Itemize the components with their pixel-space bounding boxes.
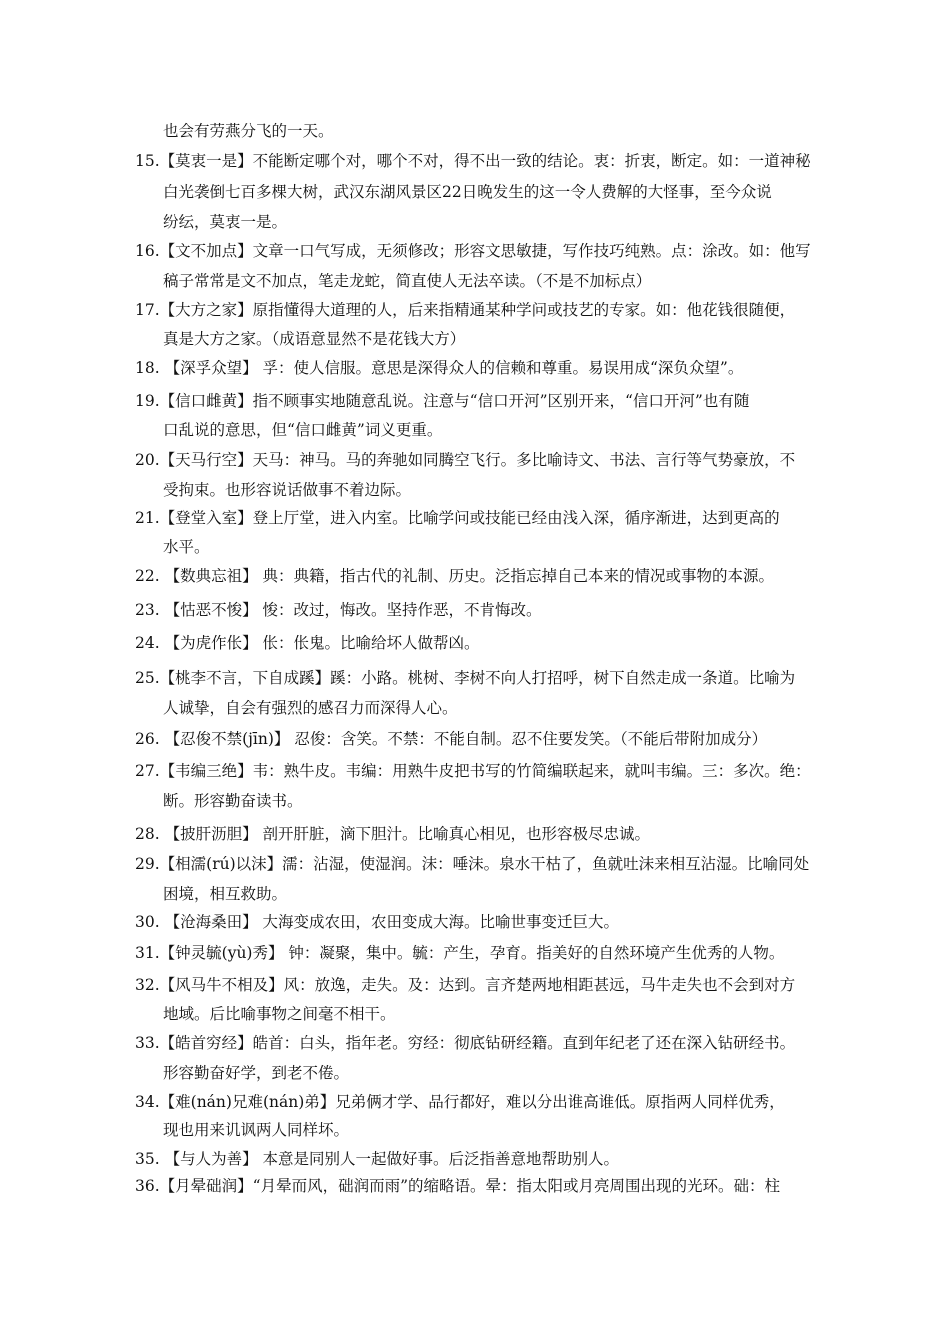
text-line: 28. 【披肝沥胆】 剖开肝脏，滴下胆汁。比喻真心相见，也形容极尽忠诚。 xyxy=(135,825,651,843)
text-line: 真是大方之家。（成语意显然不是花钱大方） xyxy=(163,330,466,348)
text-line: 水平。 xyxy=(163,538,210,556)
text-line: 16.【文不加点】文章一口气写成，无须修改；形容文思敏捷，写作技巧纯熟。点：涂改。如：他写 xyxy=(135,242,811,260)
text-line: 也会有劳燕分飞的一天。 xyxy=(163,122,334,140)
text-line: 23. 【怙恶不悛】 悛：改过，悔改。坚持作恶，不肯悔改。 xyxy=(135,601,542,619)
text-line: 受拘束。也形容说话做事不着边际。 xyxy=(163,481,412,499)
text-line: 30. 【沧海桑田】 大海变成农田，农田变成大海。比喻世事变迁巨大。 xyxy=(135,913,620,931)
text-line: 20.【天马行空】天马：神马。马的奔驰如同腾空飞行。多比喻诗文、书法、言行等气势豪放，不 xyxy=(135,451,796,469)
text-line: 34.【难(nán)兄难(nán)弟】兄弟俩才学、品行都好，难以分出谁高谁低。原指两人同样优秀， xyxy=(135,1093,785,1111)
text-line: 27.【韦编三绝】韦：熟牛皮。韦编：用熟牛皮把书写的竹简编联起来，就叫韦编。三：多次。绝： xyxy=(135,762,811,780)
text-line: 白光袭倒七百多棵大树，武汉东湖风景区22日晚发生的这一令人费解的大怪事，至今众说 xyxy=(163,183,772,201)
text-line: 15.【莫衷一是】不能断定哪个对，哪个不对，得不出一致的结论。衷：折衷，断定。如：一道神秘 xyxy=(135,152,811,170)
text-line: 21.【登堂入室】登上厅堂，进入内室。比喻学问或技能已经由浅入深，循序渐进，达到更高的 xyxy=(135,509,780,527)
text-line: 地域。后比喻事物之间毫不相干。 xyxy=(163,1005,396,1023)
text-line: 33.【皓首穷经】皓首：白头，指年老。穷经：彻底钻研经籍。直到年纪老了还在深入钻研经书。 xyxy=(135,1034,796,1052)
text-line: 困境，相互救助。 xyxy=(163,885,288,903)
text-line: 17.【大方之家】原指懂得大道理的人，后来指精通某种学问或技艺的专家。如：他花钱很随便， xyxy=(135,301,796,319)
text-line: 31.【钟灵毓(yù)秀】 钟：凝聚，集中。毓：产生，孕育。指美好的自然环境产生优秀的人物。 xyxy=(135,944,785,962)
text-line: 18. 【深孚众望】 孚：使人信服。意思是深得众人的信赖和尊重。易误用成“深负众望”。 xyxy=(135,359,744,377)
text-line: 纷纭，莫衷一是。 xyxy=(163,213,288,231)
text-line: 现也用来讥讽两人同样坏。 xyxy=(163,1121,350,1139)
text-line: 口乱说的意思，但“信口雌黄”词义更重。 xyxy=(163,421,443,439)
text-line: 29.【相濡(rú)以沫】濡：沾湿，使湿润。沫：唾沫。泉水干枯了，鱼就吐沫来相互沾湿。比喻同处 xyxy=(135,855,810,873)
text-line: 稿子常常是文不加点，笔走龙蛇，简直使人无法卒读。（不是不加标点） xyxy=(163,272,652,290)
text-line: 形容勤奋好学，到老不倦。 xyxy=(163,1064,350,1082)
text-line: 断。形容勤奋读书。 xyxy=(163,792,303,810)
text-line: 36.【月晕础润】“月晕而风，础润而雨”的缩略语。晕：指太阳或月亮周围出现的光环。础：柱 xyxy=(135,1177,781,1195)
text-line: 22. 【数典忘祖】 典：典籍，指古代的礼制、历史。泛指忘掉自己本来的情况或事物的本源。 xyxy=(135,567,775,585)
text-line: 19.【信口雌黄】指不顾事实地随意乱说。注意与“信口开河”区别开来，“信口开河”也有随 xyxy=(135,392,750,410)
text-line: 32.【风马牛不相及】风：放逸，走失。及：达到。言齐楚两地相距甚远，马牛走失也不会到对方 xyxy=(135,976,796,994)
text-line: 25.【桃李不言，下自成蹊】蹊：小路。桃树、李树不向人打招呼，树下自然走成一条道。比喻为 xyxy=(135,669,796,687)
text-line: 人诚挚，自会有强烈的感召力而深得人心。 xyxy=(163,699,458,717)
text-line: 35. 【与人为善】 本意是同别人一起做好事。后泛指善意地帮助别人。 xyxy=(135,1150,620,1168)
text-line: 24. 【为虎作伥】 伥：伥鬼。比喻给坏人做帮凶。 xyxy=(135,634,480,652)
text-line: 26. 【忍俊不禁(jīn)】 忍俊：含笑。不禁：不能自制。忍不住要发笑。（不能后带附加成分） xyxy=(135,730,768,748)
